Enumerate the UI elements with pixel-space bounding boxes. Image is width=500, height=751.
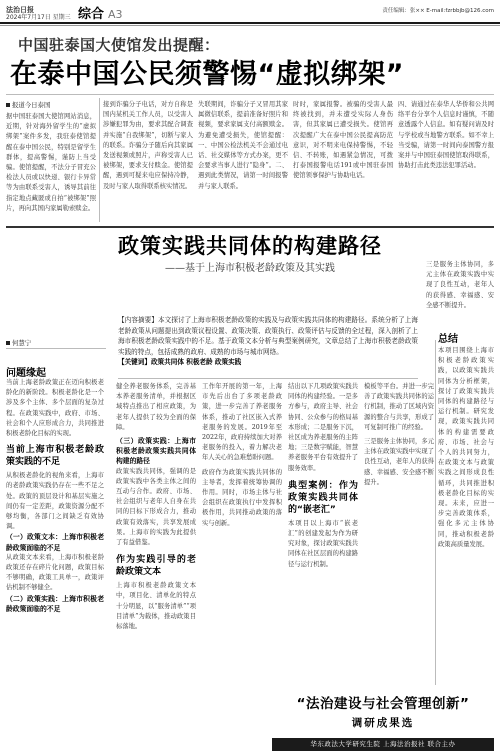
issue-date: 2024年7月17日 星期三: [6, 14, 71, 22]
section-title: [78, 3, 123, 22]
article2-column-2: 健全养老服务体系，完善基本养老服务清单，并根据区域特点推出了相应政策，为老年人提供了较为全面的保障。 （三）政策实践：上海市积极老龄政策实践共同体构建的路径 政策实践共同体，强调的是政策实践中各类主体之间的互动与合作。政府、市场、社会组织与老年人自身在共同的目标下形成合力，推动政策有效落实，共享发展成果。上海市的实践为此提供了有益借鉴。 作为实践引导的老龄政策文本 上海市积极老龄政策文本中，项目化、清单化的特点十分明显，以“服务清单”“项目清单”为载体，推动政策目标落地。: [116, 383, 196, 631]
abstract-rule: [118, 378, 418, 379]
conclusion-heading: 总结: [438, 334, 458, 345]
article2-headline: 政策实践共同体的构建路径: [118, 234, 382, 258]
article1-column-4: 时时，家属报警。被骗的受害人最终被找到，并未遭受实际人身伤害，但其家属已遭受损失。使馆再次提醒广大在泰中国公民提高防范意识，对不明来电保持警惕，不轻信、不转账，如遇紧急情况，可拨打泰国报警电话191或中国驻泰国使馆领事保护与协助电话。: [293, 101, 393, 180]
editor-info: 责任编辑：张×× E-mail:fzrbbjb@126.com: [382, 8, 494, 14]
subsection-heading: （三）政策实践：上海市积极老龄政策实践共同体构建的路径: [116, 437, 196, 466]
subsection-heading: （一）政策文本：上海市积极老龄政策面临的不足: [6, 533, 104, 552]
article1-column-3: 失联期间，诈骗分子又冒用其家属微信联系，提前准备好照片和视频，要求家属支付高额赎金。为避免遭受损失，使馆提醒：一、中国公检法机关不会通过电话、社交媒体等方式办案，更不会要求当事人进行“隐身”。二、遇到此类情况，请第一时间报警并与家人联系。: [198, 101, 288, 190]
page-number: A3: [108, 8, 123, 21]
subsection-heading: （二）政策实践：上海市积极老龄政策面临的不足: [6, 594, 104, 613]
keywords: 【关键词】政策共同体 积极老龄 政策实践: [118, 358, 242, 366]
banner-title: “法治建设与社会管理创新”: [296, 696, 470, 712]
section-heading: 当前上海市积极老龄政策实践的不足: [6, 445, 104, 468]
article1-divider: [6, 94, 494, 95]
series-banner: [272, 692, 494, 730]
article2-column-6: 本项目围绕上海市积极老龄政策实践，以政策实践共同体为分析框架，探讨了政策实践共同体的构建路径与运行机制。研究发现，政策实践共同体的构建需要政府、市场、社会与个人的共同努力，在政策文本与政策实践之间形成良性循环，共同推进积极老龄化目标的实现。未来，应进一步完善政策体系，强化多元主体协同，推动积极老龄政策高质量发展。: [438, 347, 494, 548]
byline-square-icon: [6, 103, 10, 107]
article2-column-3: 工作年开展的第一年，上海市先后出台了多项老龄政策，进一步完善了养老服务体系，推动了社区嵌入式养老服务的发展。2019年至2022年，政府持续加大对养老服务的投入，着力解决老年人关心的急难愁盼问题。 政府作为政策实践共同体的主导者，发挥着统筹协调的作用。同时，市场主体与社会组织在政策执行中发挥积极作用，共同推动政策的落实与创新。: [202, 383, 282, 527]
byline-rule: [6, 348, 106, 349]
banner-subtitle: 调研成果选: [351, 717, 415, 729]
byline-square-icon: [6, 341, 10, 345]
article1-column-5: 四、请通过在泰华人华侨和公共网络平台分享个人信息时谨慎，不随意透露个人信息。如有疑问请及时与学校或当地警方联系。如不幸上当受骗，请第一时间向泰国警方报案并与中国驻泰国使馆取得联系，协助打击此类违法犯罪活动。: [398, 101, 494, 170]
sponsor-footer: 华东政法大学研究生院 上海法治报社 联合主办: [272, 738, 494, 751]
section-heading: 作为实践引导的老龄政策文本: [116, 555, 196, 578]
section-name: 综合: [78, 7, 105, 22]
article-separator: [6, 226, 494, 228]
article1-byline: 报道今日泰国: [6, 100, 50, 109]
top-rule: [0, 22, 500, 24]
column-divider: [99, 98, 100, 222]
masthead-left: [6, 6, 71, 22]
article2-abstract: [118, 315, 418, 368]
article2-column-1: 当前上海老龄政策正在迈向积极老龄化的新阶段。积极老龄化是一个涉及多个主体、多个层面的复杂过程。在政策实践中，政府、市场、社会和个人应形成合力，共同推进积极老龄化目标的实现。 当前上海市积极老龄政策实践的不足 从积极老龄化的视角来看，上海市的老龄政策实践仍存在一些不足之处。政策的顶层设计和基层实施之间仍有一定差距，政策资源分配不够均衡，各部门之间缺乏有效协调。 （一）政策文本：上海市积极老龄政策面临的不足 从政策文本来看，上海市积极老龄政策还存在碎片化问题，政策目标不够明确，政策工具单一，政策评估机制不够健全。 （二）政策实践：上海市积极老龄政策面临的不足: [6, 379, 104, 613]
article2-byline: 何慧宁: [6, 338, 31, 347]
article1-column-2: 接到诈骗分子电话，对方自称是国内某机关工作人员，以受害人涉嫌犯罪为由，要求其配合调查并实施“自我绑架”，切断与家人的联系。诈骗分子随后向其家属发送视频或照片，声称受害人已被绑架，要求支付赎金。使馆提醒，遇到可疑来电应保持冷静，及时与家人取得联系核实情况。: [103, 101, 193, 190]
article2-column-5: 模板等平台。并进一步完善了政策实践共同体的运行机制，推动了区域内资源的整合与共享，形成了可复制可推广的经验。 三是服务主体协同，多元主体在政策实践中实现了良性互动，老年人的获得感、幸福感、安全感不断提升。: [364, 383, 434, 486]
article1-column-1: 据中国驻泰国大使馆网站消息，近期，针对海外留学生的“虚拟绑架”案件多发，我驻泰使馆提醒在泰中国公民，特别是留学生群体，提高警惕，谨防上当受骗。使馆提醒，不法分子冒充公检法人员或以快递、银行卡异常等为由联系受害人，诱导其前往指定地点藏匿或自拍“被绑架”照片，再向其国内家属勒索赎金。: [6, 113, 96, 212]
intro-heading: 问题缘起: [6, 368, 46, 379]
top-rule-thin: [0, 25, 500, 26]
article1-headline: 在泰中国公民须警惕“虚拟绑架”: [10, 59, 404, 90]
column-divider: [435, 340, 436, 685]
article2-subheadline: ——基于上海市积极老龄政策及其实践: [165, 263, 335, 274]
article2-column-4: 结出以下几项政策实践共同体的构建经验。一是多方参与，政府主导、社会协同、公众参与的格局基本形成；二是服务下沉，社区成为养老服务的主阵地；三是数字赋能，智慧养老服务平台有效提升了服务效率。 典型案例：作为政策实践共同体的“嵌老汇” 本项目以上海市“嵌老汇”的创建发起为作为研究对象，探讨政策实践共同体在社区层面的构建路径与运行机制。: [288, 383, 358, 568]
article1-kicker: 中国驻泰国大使馆发出提醒：: [18, 36, 220, 54]
article2-column-6-top: 三是服务主体协同，多元主体在政策实践中实现了良性互动，老年人的获得感、幸福感、安全感不断提升。: [426, 261, 494, 309]
abstract-text: 【内容摘要】本文探讨了上海市积极老龄政策的实践及与政策实践共同体的构建路径。系统分析了上海老龄政策从问题提出到政策议程设置、政策决策、政策执行、政策评估与反馈的全过程，深入剖析了上海市积极老龄政策实践中的不足。基于政策文本分析与典型案例研究，文章总结了上海市积极老龄政策实践的特点，包括成熟的政府、成熟的市场与城市网络。: [118, 316, 418, 356]
section-heading: 典型案例：作为政策实践共同体的“嵌老汇”: [288, 480, 358, 515]
paper-name: 法治日报: [6, 6, 34, 14]
